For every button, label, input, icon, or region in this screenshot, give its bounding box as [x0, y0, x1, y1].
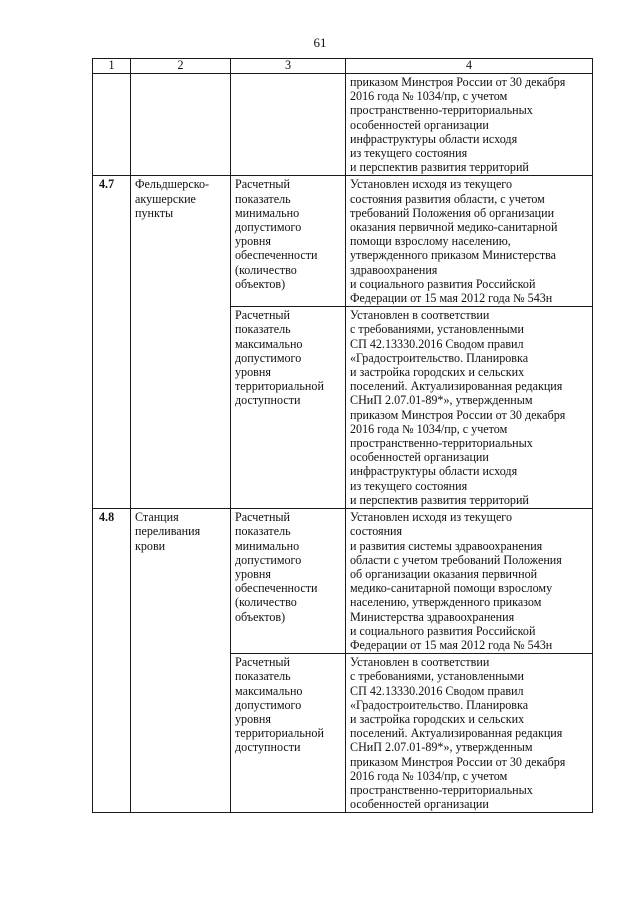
text-line: требований Положения об организации [350, 205, 555, 220]
cell-basis [346, 654, 593, 813]
table-row-continuation [93, 74, 593, 176]
text-line: приказом Минстроя России от 30 декабря [350, 75, 566, 89]
text-line: «Градостроительство. Планировка [350, 350, 529, 365]
text-line: Расчетный [235, 510, 291, 525]
cell-indicator [231, 654, 346, 813]
text-line: (количество [235, 595, 297, 610]
text-line: уровня [235, 234, 271, 249]
text-line: обеспеченности [235, 248, 318, 263]
page-number: 61 [313, 35, 327, 50]
text-line: пространственно-территориальных [350, 782, 533, 797]
text-line: уровня [235, 711, 271, 726]
cell-num: 4.7 [93, 176, 131, 509]
text-line: особенностей организации [350, 117, 489, 132]
text-line: допустимого [235, 350, 302, 365]
text-line: и перспектив развития территорий [350, 492, 529, 507]
norms-table [92, 58, 593, 813]
text-line: приказом Минстроя России от 30 декабря [350, 754, 566, 769]
text-line: из текущего состояния [350, 146, 468, 161]
text-line: медико-санитарной помощи взрослому [350, 581, 553, 596]
text-line: Федерации от 15 мая 2012 года № 543н [350, 291, 553, 306]
text-line: поселений. Актуализированная редакция [350, 726, 563, 741]
table-row-4-8-a [93, 509, 593, 654]
text-line: инфраструктуры области исходя [350, 464, 518, 479]
text-line: территориальной [235, 379, 324, 394]
text-line: показатель [235, 322, 291, 337]
table-row-4-7-a [93, 176, 593, 307]
text-line: 2016 года № 1034/пр, с учетом [350, 768, 508, 783]
text-line: с требованиями, установленными [350, 669, 524, 684]
text-line: допустимого [235, 220, 302, 235]
cell-name-empty [131, 74, 231, 176]
text-line: поселений. Актуализированная редакция [350, 379, 563, 394]
column-header-4: 4 [346, 59, 593, 74]
text-line: утвержденного приказом Министерства [350, 248, 557, 263]
text-line: и социального развития Российской [350, 276, 536, 291]
text-line: доступности [235, 740, 301, 755]
text-line: пространственно-территориальных [350, 103, 533, 118]
column-header-2: 2 [131, 59, 231, 74]
text-line: территориальной [235, 726, 324, 741]
text-line: особенностей организации [350, 797, 489, 812]
text-line: объектов) [235, 276, 286, 291]
text-line: состояния [350, 524, 403, 539]
text-line: максимально [235, 336, 303, 351]
text-line: Установлен в соответствии [350, 655, 490, 670]
text-line: Установлен исходя из текущего [350, 510, 513, 525]
cell-num-empty [93, 74, 131, 176]
text-line: СНиП 2.07.01-89*», утвержденным [350, 393, 533, 408]
text-line: об организации оказания первичной [350, 566, 538, 581]
table-header-row [93, 59, 593, 74]
text-line: объектов) [235, 609, 286, 624]
text-line: акушерские [135, 191, 196, 206]
text-line: СП 42.13330.2016 Сводом правил [350, 683, 524, 698]
text-line: показатель [235, 524, 291, 539]
text-line: показатель [235, 191, 291, 206]
text-line: Расчетный [235, 308, 291, 323]
text-line: уровня [235, 365, 271, 380]
cell-num: 4.8 [93, 509, 131, 813]
cell-basis [346, 74, 593, 176]
column-header-3: 3 [231, 59, 346, 74]
text-line: оказания первичной медико-санитарной [350, 220, 558, 235]
text-line: и развития системы здравоохранения [350, 538, 543, 553]
text-line: Фельдшерско- [135, 177, 210, 192]
text-line: пространственно-территориальных [350, 436, 533, 451]
text-line: Расчетный [235, 655, 291, 670]
text-line: СНиП 2.07.01-89*», утвержденным [350, 740, 533, 755]
text-line: и застройка городских и сельских [350, 365, 525, 380]
text-line: с требованиями, установленными [350, 322, 524, 337]
text-line: минимально [235, 205, 300, 220]
text-line: области с учетом требований Положения [350, 552, 562, 567]
text-line: Станция [135, 510, 179, 525]
text-line: и перспектив развития территорий [350, 160, 529, 175]
text-line: здравоохранения [350, 262, 438, 277]
text-line: доступности [235, 393, 301, 408]
text-line: (количество [235, 262, 297, 277]
text-line: населению, утвержденного приказом [350, 595, 542, 610]
cell-indicator-empty [231, 74, 346, 176]
text-line: инфраструктуры области исходя [350, 131, 518, 146]
cell-indicator [231, 176, 346, 307]
text-line: Установлен исходя из текущего [350, 177, 513, 192]
cell-basis [346, 307, 593, 509]
text-line: максимально [235, 683, 303, 698]
text-line: крови [135, 538, 166, 553]
text-line: уровня [235, 566, 271, 581]
text-line: Министерства здравоохранения [350, 609, 515, 624]
cell-basis [346, 509, 593, 654]
text-line: обеспеченности [235, 581, 318, 596]
cell-indicator [231, 509, 346, 654]
text-line: 2016 года № 1034/пр, с учетом [350, 89, 508, 104]
cell-indicator [231, 307, 346, 509]
text-line: из текущего состояния [350, 478, 468, 493]
text-line: переливания [135, 524, 201, 539]
text-line: приказом Минстроя России от 30 декабря [350, 407, 566, 422]
text-line: пункты [135, 205, 174, 220]
text-line: Расчетный [235, 177, 291, 192]
text-line: состояния развития области, с учетом [350, 191, 545, 206]
text-line: и застройка городских и сельских [350, 711, 525, 726]
text-line: помощи взрослому населению, [350, 234, 511, 249]
text-line: и социального развития Российской [350, 623, 536, 638]
text-line: Федерации от 15 мая 2012 года № 543н [350, 637, 553, 652]
cell-name [131, 176, 231, 509]
text-line: показатель [235, 669, 291, 684]
text-line: допустимого [235, 697, 302, 712]
text-line: «Градостроительство. Планировка [350, 697, 529, 712]
cell-basis [346, 176, 593, 307]
text-line: допустимого [235, 552, 302, 567]
text-line: СП 42.13330.2016 Сводом правил [350, 336, 524, 351]
column-header-1: 1 [93, 59, 131, 74]
text-line: особенностей организации [350, 450, 489, 465]
cell-name [131, 509, 231, 813]
text-line: минимально [235, 538, 300, 553]
text-line: 2016 года № 1034/пр, с учетом [350, 421, 508, 436]
text-line: Установлен в соответствии [350, 308, 490, 323]
